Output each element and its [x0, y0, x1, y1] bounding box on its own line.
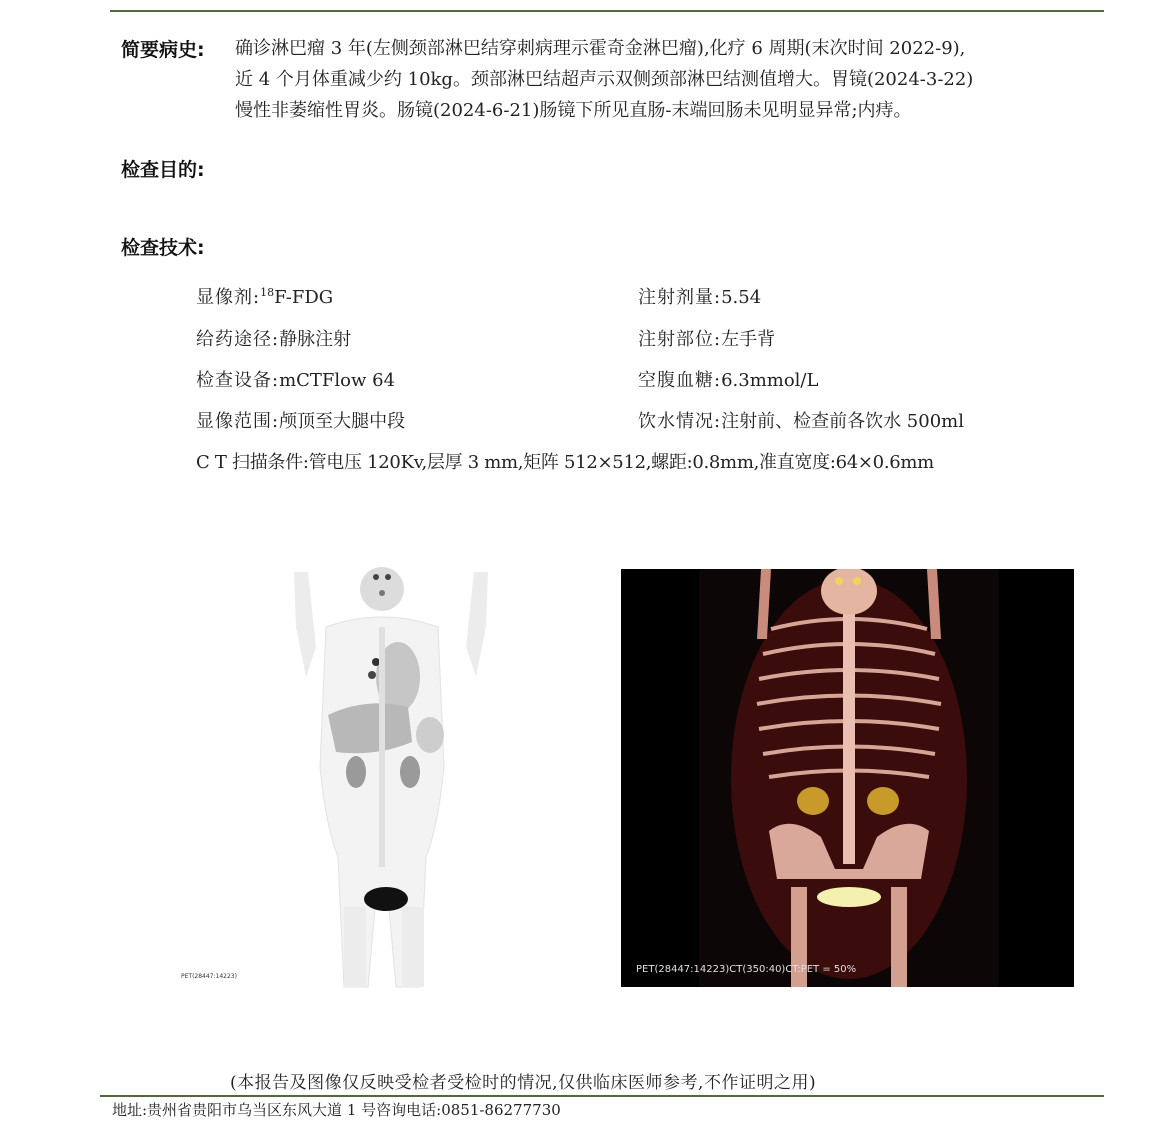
site-row	[638, 325, 775, 351]
history-line-2: 近 4 个月体重减少约 10kg。颈部淋巴结超声示双侧颈部淋巴结测值增大。胃镜(2024-3-22)	[235, 69, 974, 90]
history-text	[235, 33, 1105, 126]
glucose-value: 6.3mmol/L	[721, 370, 819, 391]
pet-ct-fusion-image	[621, 569, 1074, 987]
water-label: 饮水情况:	[638, 411, 722, 432]
glucose-label: 空腹血糖:	[638, 370, 722, 391]
tracer-row	[196, 283, 333, 309]
site-label: 注射部位:	[638, 329, 722, 350]
device-row	[196, 366, 395, 392]
disclaimer: (本报告及图像仅反映受检者受检时的情况,仅供临床医师参考,不作证明之用)	[230, 1073, 817, 1093]
route-row	[196, 325, 351, 351]
range-value: 颅顶至大腿中段	[279, 411, 406, 432]
device-label: 检查设备:	[196, 370, 280, 391]
history-line-1: 确诊淋巴瘤 3 年(左侧颈部淋巴结穿刺病理示霍奇金淋巴瘤),化疗 6 周期(末次时间 2022-9),	[235, 38, 966, 59]
pet-mip-illustration	[176, 567, 496, 990]
ct-scan-conditions	[196, 448, 934, 474]
range-row	[196, 407, 405, 433]
history-label: 简要病史:	[121, 39, 205, 61]
water-value: 注射前、检查前各饮水 500ml	[721, 411, 964, 432]
dose-row	[638, 283, 761, 309]
history-line-3: 慢性非萎缩性胃炎。肠镜(2024-6-21)肠镜下所见直肠-末端回肠未见明显异常;内痔。	[235, 100, 912, 121]
ct-value: 管电压 120Kv,层厚 3 mm,矩阵 512×512,螺距:0.8mm,准直宽度:64×0.6mm	[308, 452, 934, 473]
route-value: 静脉注射	[279, 329, 352, 350]
pet-mip-image	[176, 567, 496, 990]
purpose-label: 检查目的:	[121, 159, 205, 181]
pet-ct-illustration	[621, 569, 1074, 987]
tracer-value: F-FDG	[274, 287, 334, 308]
bottom-divider	[100, 1095, 1104, 1097]
water-row	[638, 407, 964, 433]
route-label: 给药途径:	[196, 329, 280, 350]
technique-label: 检查技术:	[121, 237, 205, 259]
pet-mip-caption: PET(28447:14223)	[181, 973, 237, 980]
tracer-isotope: 18	[260, 286, 275, 299]
ct-label: C T 扫描条件:	[196, 452, 309, 473]
glucose-row	[638, 366, 818, 392]
address-line: 地址:贵州省贵阳市乌当区东风大道 1 号咨询电话:0851-86277730	[112, 1101, 561, 1119]
device-value: mCTFlow 64	[279, 370, 396, 391]
pet-ct-caption: PET(28447:14223)CT(350:40)CT:PET = 50%	[636, 964, 857, 975]
range-label: 显像范围:	[196, 411, 280, 432]
dose-label: 注射剂量:	[638, 287, 722, 308]
dose-value: 5.54	[721, 287, 762, 308]
top-divider	[110, 10, 1104, 12]
site-value: 左手背	[721, 329, 776, 350]
tracer-label: 显像剂:	[196, 287, 261, 308]
